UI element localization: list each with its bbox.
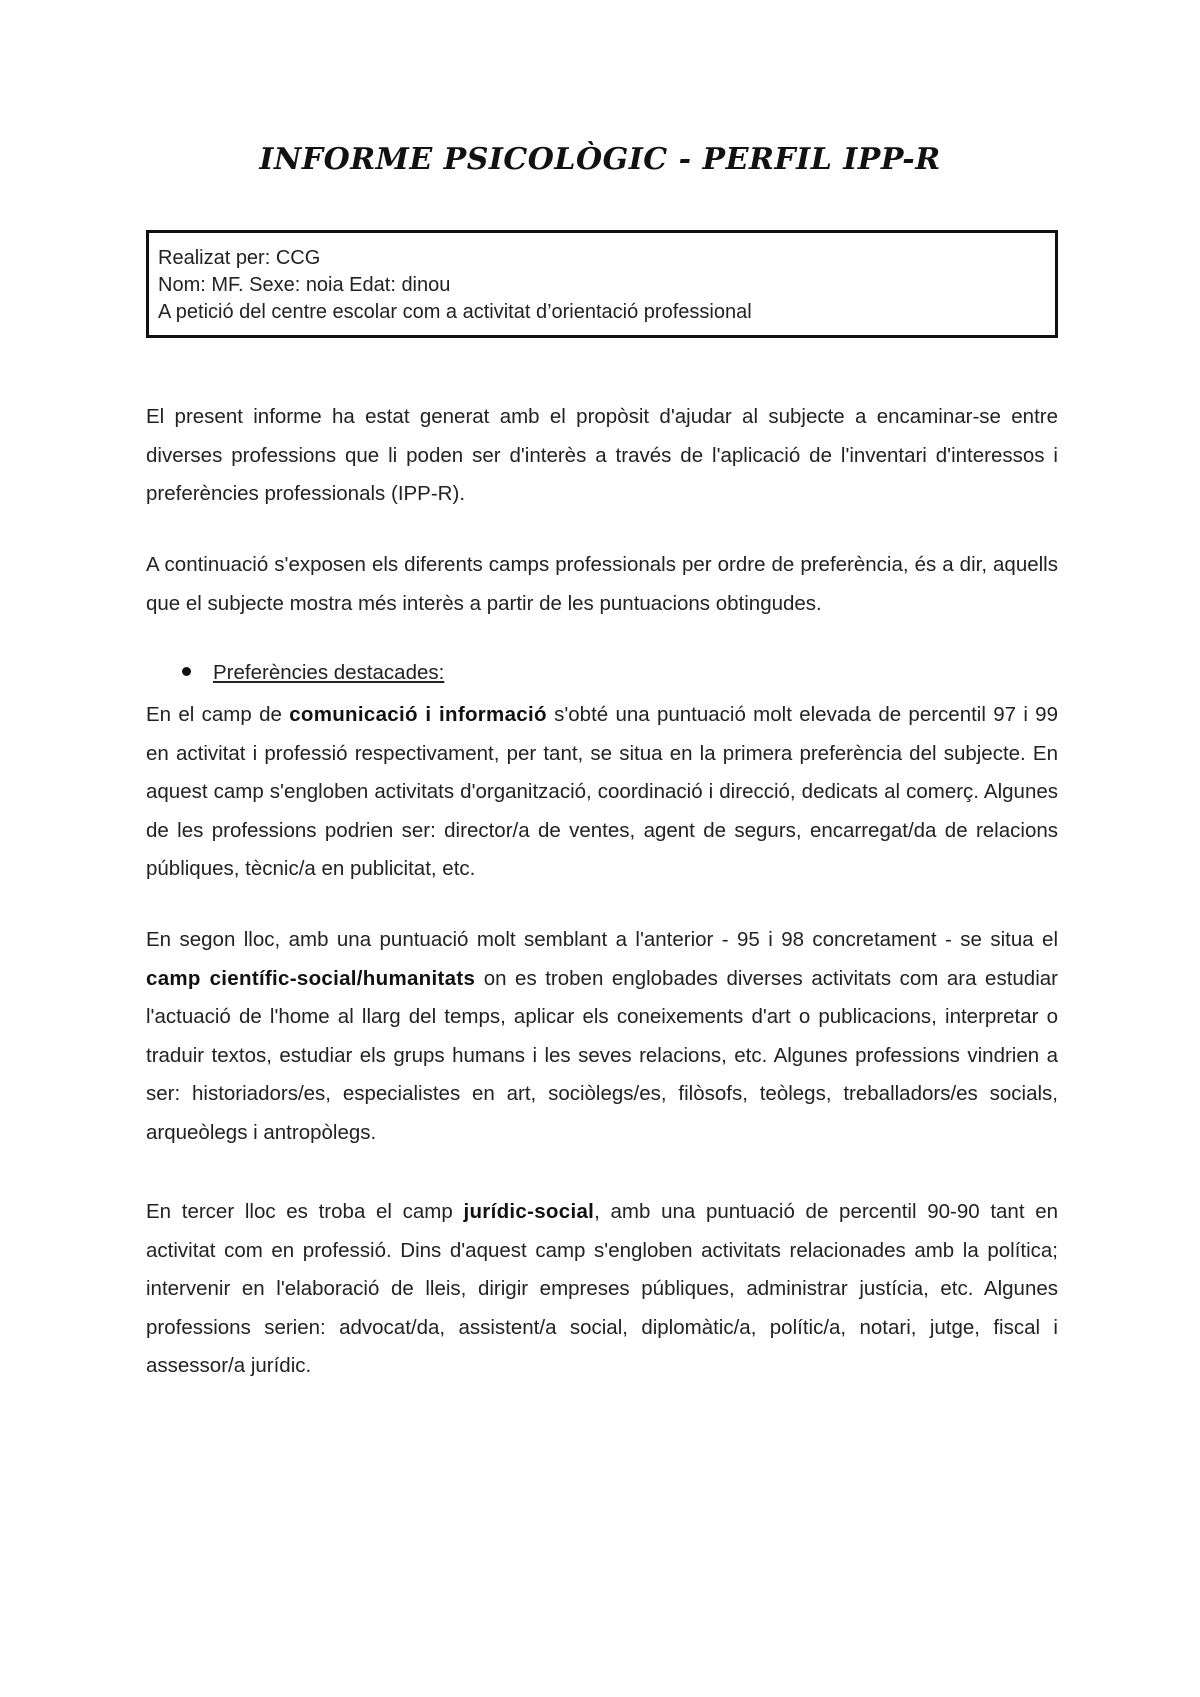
document-title: INFORME PSICOLÒGIC - PERFIL IPP-R [259,142,941,177]
field-communication: comunicació i informació [289,703,547,726]
info-request: A petició del centre escolar com a activitat d’orientació professional [158,301,752,323]
second-paragraph: A continuació s'exposen els diferents camps professionals per ordre de preferència, és a dir, aquells que el subjecte mostra més interès a partir de les puntuacions obtingudes. [146,553,1058,615]
info-author: Realizat per: CCG [158,247,321,269]
field-scientific-social: camp científic-social/humanitats [146,966,476,990]
info-subject: Nom: MF. Sexe: noia Edat: dinou [158,274,451,296]
paragraph-communication-pre: En el camp de [146,703,290,726]
paragraph-communication-post: s'obté una puntuació molt elevada de percentil 97 i 99 en activitat i professió respectivament, per tant, se situa en la primera preferència del subjecte. En aquest camp s'engloben activitats d'organització, coordinació i direcció, dedicats al comerç. Algunes de les professions podrien ser: director/a de ventes, agent de segurs, encarregat/da de relacions públiques, tècnic/a en publicitat, etc. [146,703,1058,880]
info-box [146,230,1058,338]
bullet-item [182,658,444,688]
paragraph-legal-social-post: , amb una puntuació de percentil 90-90 tant en activitat com en professió. Dins d'aquest camp s'engloben activitats relacionades amb la política; intervenir en l'elaboració de lleis, dirigir empreses públiques, administrar justícia, etc. Algunes professions serien: advocat/da, assistent/a social, diplomàtic/a, polític/a, notari, jutge, fiscal i assessor/a jurídic. [146,1200,1058,1377]
intro-paragraph: El present informe ha estat generat amb el propòsit d'ajudar al subjecte a encaminar-se entre diverses professions que li poden ser d'interès a través de l'aplicació de l'inventari d'interessos i preferències professionals (IPP-R). [146,405,1058,505]
paragraph-legal-social-pre: En tercer lloc es troba el camp [146,1200,464,1223]
paragraph-scientific-social-post: on es troben englobades diverses activitats com ara estudiar l'actuació de l'home al llarg del temps, aplicar els coneixements d'art o publicacions, interpretar o traduir textos, estudiar els grups humans i les seves relacions, etc. Algunes professions vindrien a ser: historiadors/es, especialistes en art, sociòlegs/es, filòsofs, teòlegs, treballadors/es socials, arqueòlegs i antropòlegs. [146,966,1058,1144]
bullet-icon [182,667,191,676]
bullet-label: Preferències destacades: [213,661,445,684]
paragraph-scientific-social [146,921,1058,1152]
paragraph-legal-social [146,1193,1058,1386]
paragraph-communication [146,696,1058,889]
paragraph-scientific-social-pre: En segon lloc, amb una puntuació molt semblant a l'anterior - 95 i 98 concretament - se situa el [146,928,1058,951]
field-legal-social: jurídic-social [463,1200,595,1223]
